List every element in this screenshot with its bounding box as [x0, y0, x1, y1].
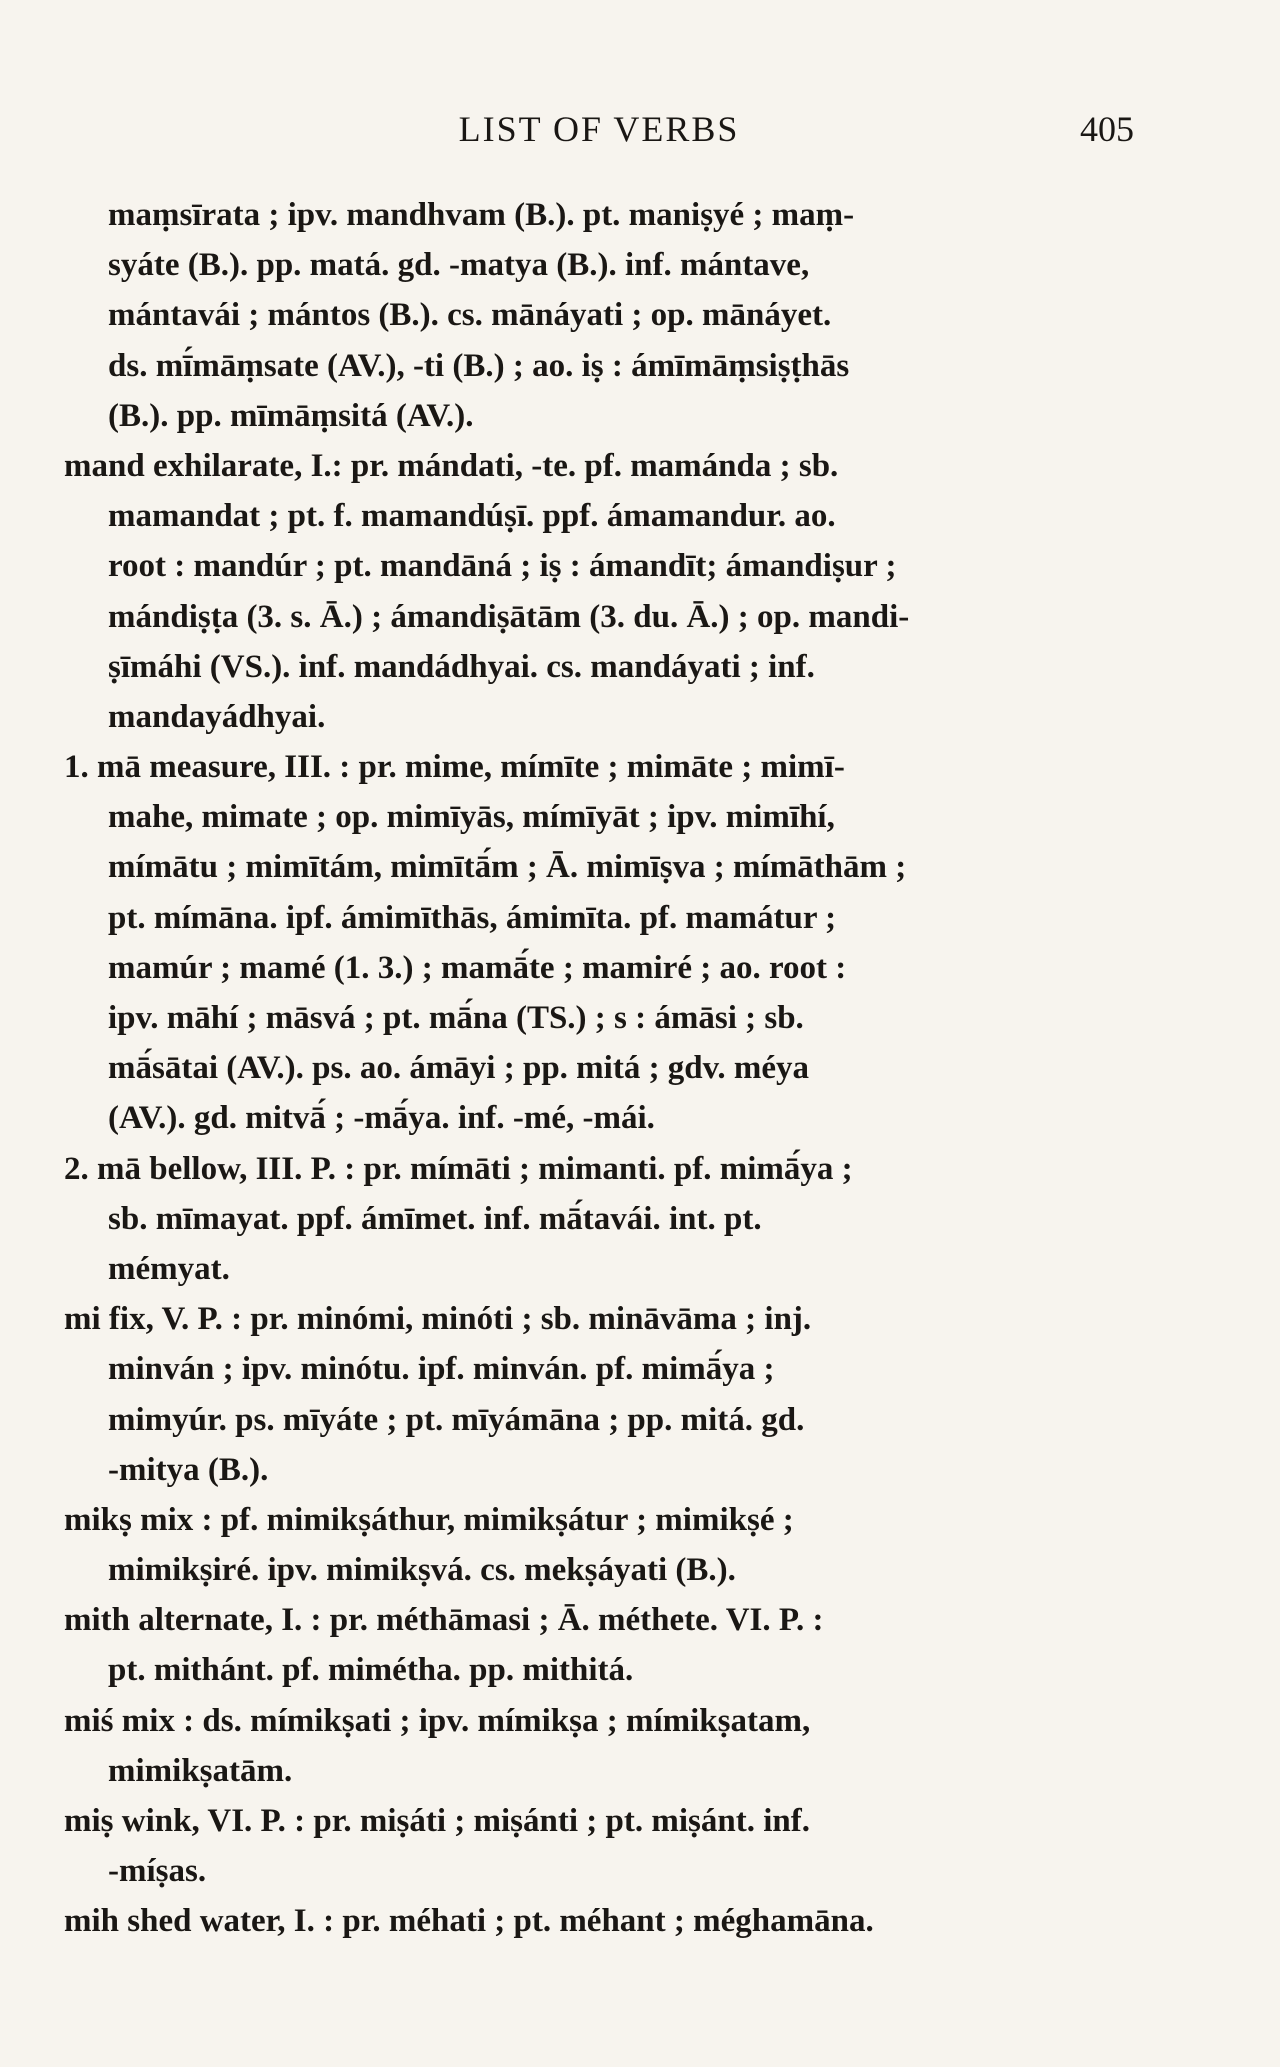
running-head — [64, 108, 1134, 168]
text-line: mimikṣiré. ipv. mimikṣvá. cs. mekṣáyati (B.). — [108, 1552, 736, 1589]
text-line: pt. mithánt. pf. mimétha. pp. mithitá. — [108, 1652, 634, 1689]
text-line: mamúr ; mamé (1. 3.) ; mamā́te ; mamiré ; ao. root : — [108, 949, 847, 986]
text-line: mā́sātai (AV.). ps. ao. ámāyi ; pp. mitá ; gdv. méya — [108, 1050, 809, 1087]
page-number: 405 — [1080, 109, 1134, 149]
text-line: ds. mī́māṃsate (AV.), -ti (B.) ; ao. iṣ : ámīmāṃsiṣṭhās — [108, 347, 850, 384]
text-line: mahe, mimate ; op. mimīyās, mímīyāt ; ipv. mimīhí, — [108, 799, 835, 836]
text-line: sb. mīmayat. ppf. ámīmet. inf. mā́tavái. int. pt. — [108, 1200, 762, 1237]
text-line: mamandat ; pt. f. mamandúṣī. ppf. ámamandur. ao. — [108, 498, 836, 535]
text-line: ṣīmáhi (VS.). inf. mandádhyai. cs. mandáyati ; inf. — [108, 648, 815, 685]
text-line: 1. mā measure, III. : pr. mime, mímīte ; mimāte ; mimī- — [64, 749, 845, 786]
text-line: mántavái ; mántos (B.). cs. mānáyati ; op. mānáyet. — [108, 297, 832, 334]
text-line: pt. mímāna. ipf. ámimīthās, ámimīta. pf. mamátur ; — [108, 899, 837, 936]
text-line: mith alternate, I. : pr. méthāmasi ; Ā. méthete. VI. P. : — [64, 1602, 824, 1639]
text-line: miś mix : ds. mímikṣati ; ipv. mímikṣa ; mímikṣatam, — [64, 1702, 811, 1739]
text-line: mand exhilarate, I.: pr. mándati, -te. pf. mamánda ; sb. — [64, 447, 839, 484]
text-line: maṃsīrata ; ipv. mandhvam (B.). pt. maniṣyé ; maṃ- — [108, 197, 855, 233]
text-line: mimikṣatām. — [108, 1752, 293, 1789]
text-line: -míṣas. — [108, 1853, 207, 1890]
text-line: (B.). pp. mīmāṃsitá (AV.). — [108, 397, 474, 434]
verb-list-text — [64, 190, 1144, 1947]
text-line: mímātu ; mimītám, mimītā́m ; Ā. mimīṣva ; mímāthām ; — [108, 849, 907, 886]
text-line: mih shed water, I. : pr. méhati ; pt. méhant ; méghamāna. — [64, 1903, 874, 1940]
text-line: (AV.). gd. mitvā́ ; -mā́ya. inf. -mé, -mái. — [108, 1100, 655, 1137]
text-line: syáte (B.). pp. matá. gd. -matya (B.). inf. mántave, — [108, 247, 810, 284]
text-line: mikṣ mix : pf. mimikṣáthur, mimikṣátur ; mimikṣé ; — [64, 1501, 794, 1538]
text-line: mi fix, V. P. : pr. minómi, minóti ; sb. mināvāma ; inj. — [64, 1301, 812, 1338]
text-line: root : mandúr ; pt. mandāná ; iṣ : ámandīt; ámandiṣur ; — [108, 548, 897, 585]
text-line: -mitya (B.). — [108, 1451, 269, 1488]
text-line: mandayádhyai. — [108, 698, 326, 735]
running-title: LIST OF VERBS — [458, 109, 740, 149]
text-line: ipv. māhí ; māsvá ; pt. mā́na (TS.) ; s : ámāsi ; sb. — [108, 1000, 804, 1036]
text-line: mándiṣṭa (3. s. Ā.) ; ámandiṣātām (3. du. Ā.) ; op. mandi- — [108, 598, 910, 635]
text-line: mimyúr. ps. mīyáte ; pt. mīyámāna ; pp. mitá. gd. — [108, 1401, 805, 1438]
text-line: minván ; ipv. minótu. ipf. minván. pf. mimā́ya ; — [108, 1351, 775, 1388]
text-line: miṣ wink, VI. P. : pr. miṣáti ; miṣánti ; pt. miṣánt. inf. — [64, 1803, 810, 1839]
text-line: mémyat. — [108, 1250, 230, 1287]
text-line: 2. mā bellow, III. P. : pr. mímāti ; mimanti. pf. mimā́ya ; — [64, 1150, 853, 1187]
